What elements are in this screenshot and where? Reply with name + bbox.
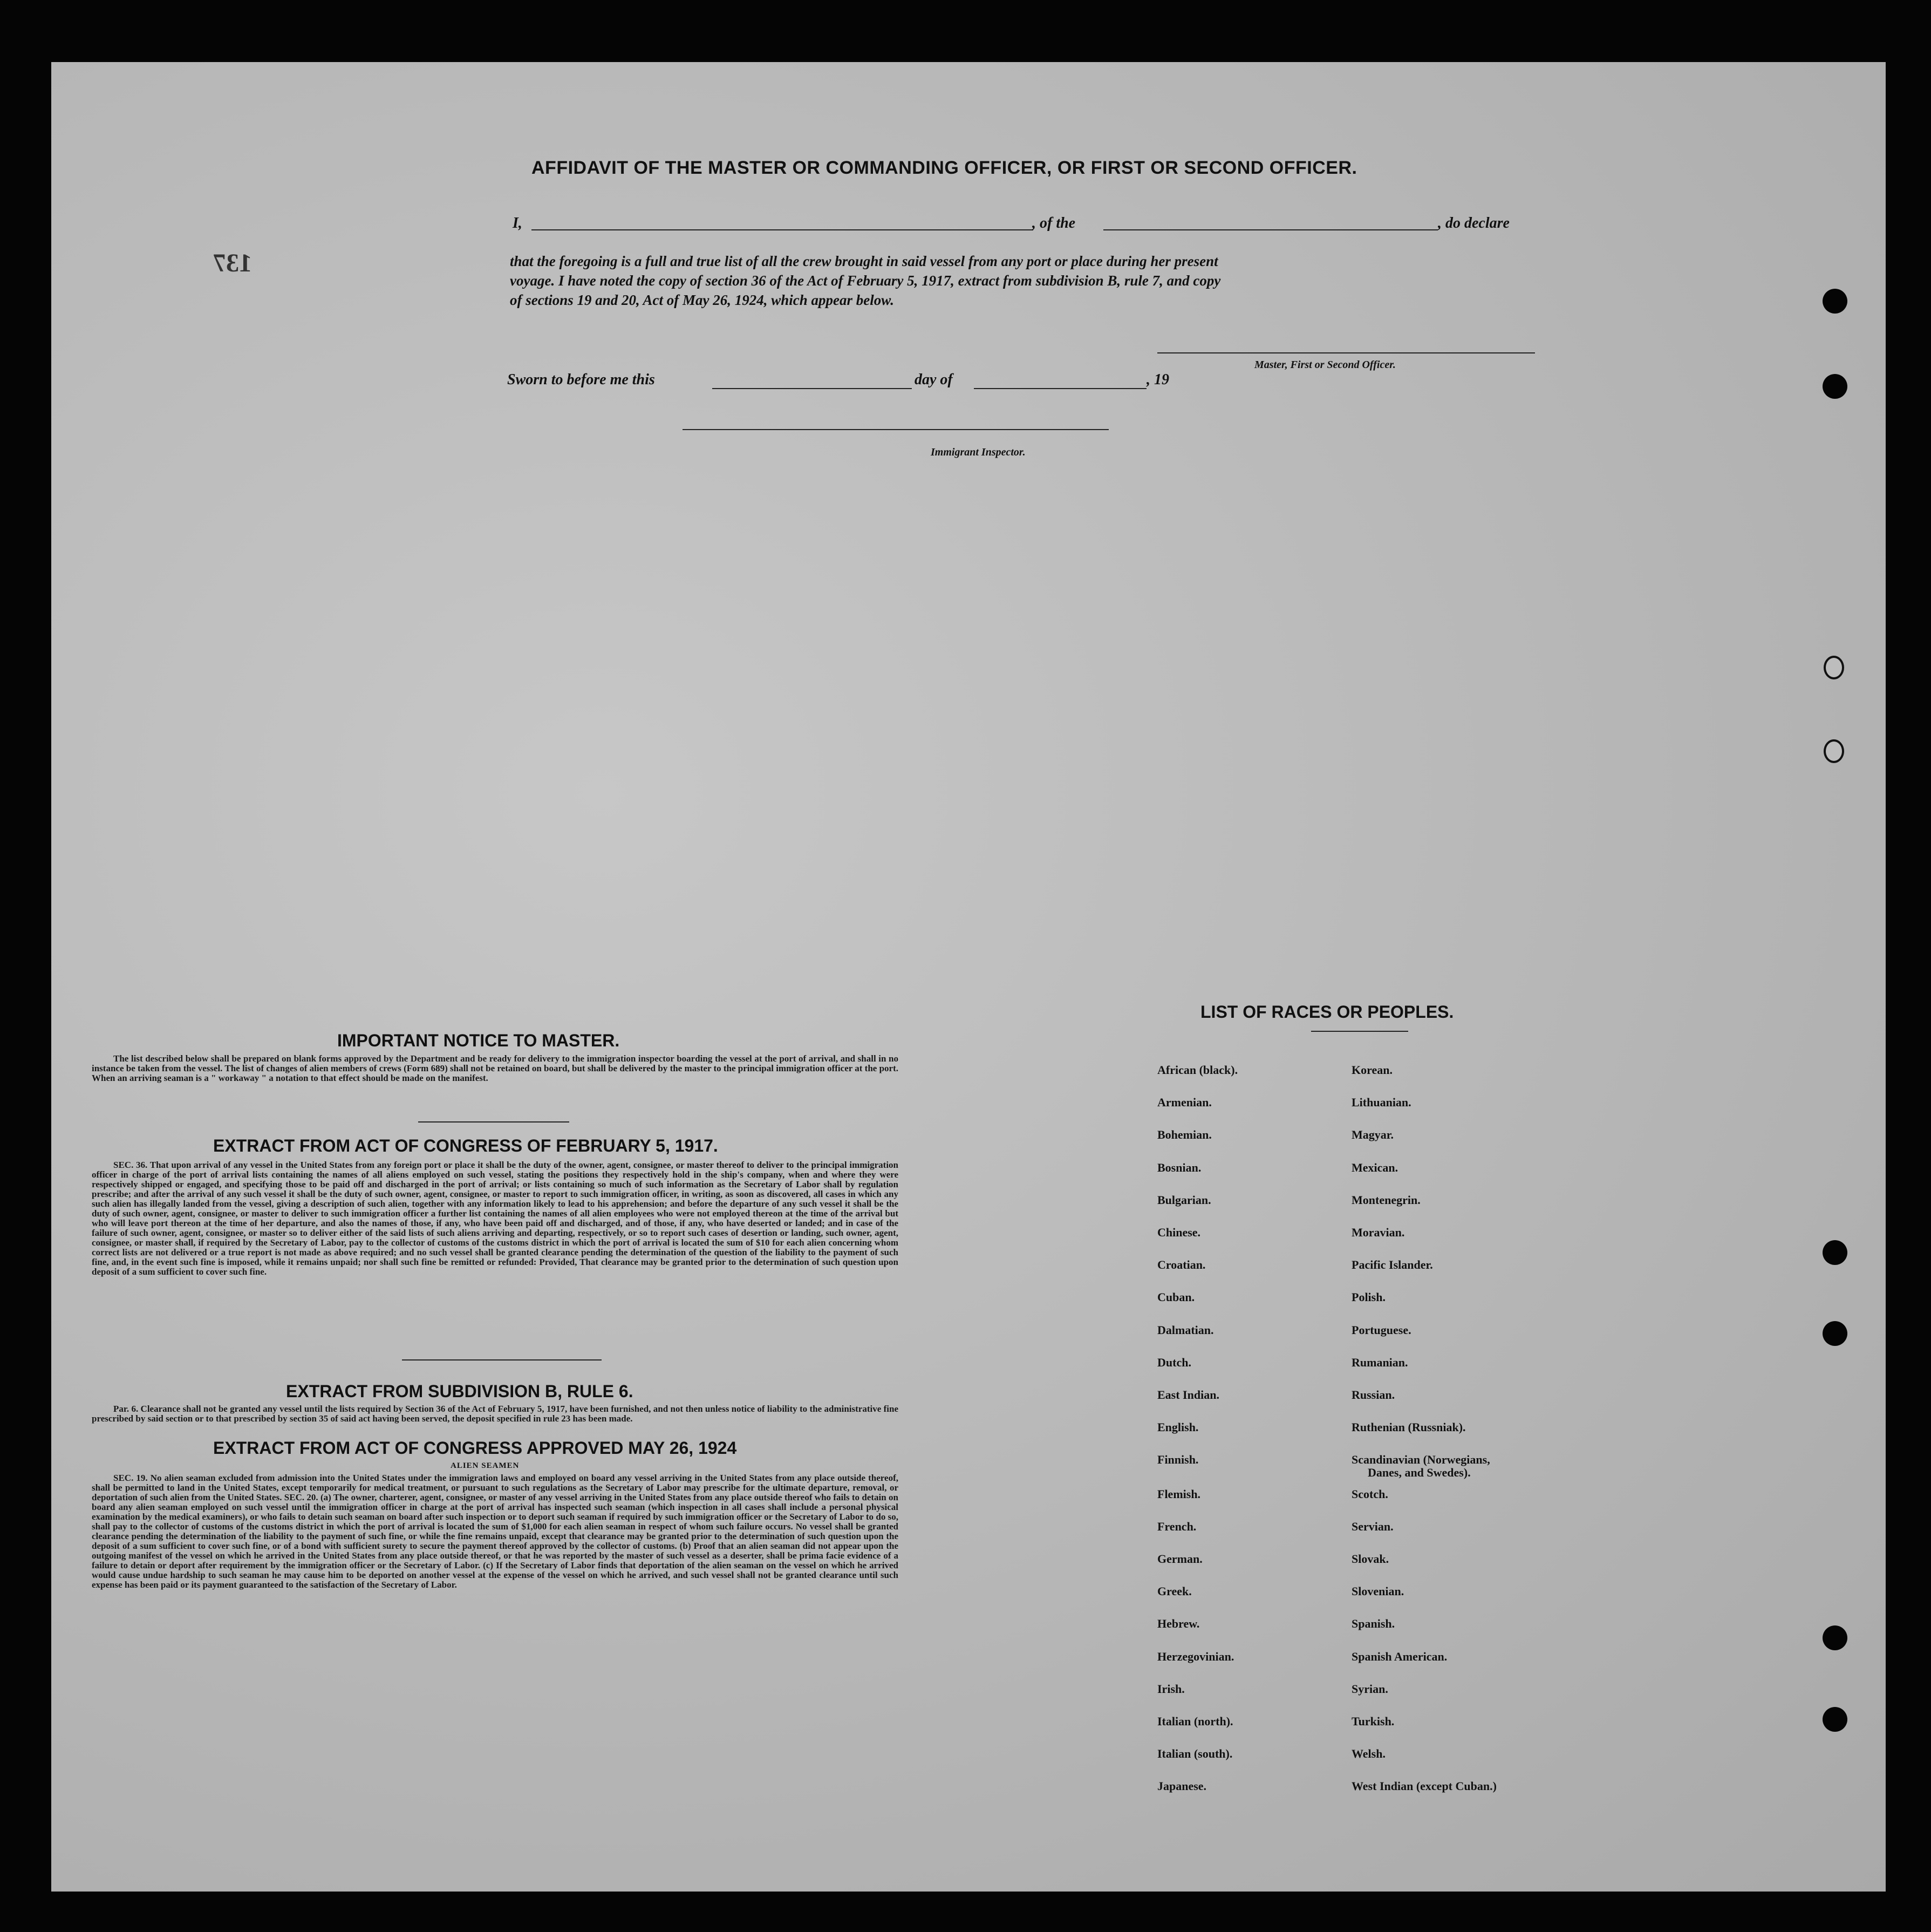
- extract-1917-body: SEC. 36. That upon arrival of any vessel in the United States from any foreign port or place it shall be the duty of the owner, agent, consignee, or master thereof to deliver to the principal immigration officer in charge of the port of arrival lists containing the names of all aliens employed on such vessel, stating the positions they respectively hold in the ship's company, when and where they were respectively shipped or engaged, and specifying those to be paid off and discharged in the port of arrival; or lists containing so much of such information as the Secretary of Labor shall by regulation prescribe; and after the arrival of any such vessel it shall be the duty of such owner, agent, consignee, or master to report to such immigration officer, in writing, as soon as discovered, all cases in which any such alien has illegally landed from the vessel, giving a description of such alien, together with any information likely to lead to his apprehension; and before the departure of any such vessel it shall be the duty of such owner, agent, consignee, or master to deliver to such immigration officer a further list containing the names of all alien employees who were not employed thereon at the time of the arrival but who will leave port thereon at the time of her departure, and also the names of those, if any, who have been paid off and discharged, and of those, if any, who have deserted or landed; and in case of the failure of such owner, agent, consignee, or master so to deliver either of the said lists of such aliens arriving and departing, respectively, or so to report such cases of desertion or landing, such owner, agent, consignee, or master shall, if required by the Secretary of Labor, pay to the collector of customs of the customs district in which the port of arrival is located the sum of $10 for each alien concerning whom correct lists are not delivered or a true report is not made as above required; and no such vessel shall be granted clearance pending the determination of the question of the liability to the payment of such fine, and, in the event such fine is imposed, while it remains unpaid; nor shall such fine be remitted or refunded: Provided, That clearance may be granted prior to the determination of such question upon deposit of a sum sufficient to cover such fine.: [92, 1160, 898, 1277]
- affidavit-declare: , do declare: [1438, 215, 1510, 232]
- race-entry: Montenegrin.: [1352, 1193, 1421, 1207]
- affidavit-line4: of sections 19 and 20, Act of May 26, 1924, which appear below.: [510, 292, 894, 308]
- race-entry: Mexican.: [1352, 1161, 1398, 1174]
- punch-hole: [1823, 1321, 1847, 1346]
- race-entry: Dutch.: [1157, 1356, 1191, 1369]
- race-entry: Herzegovinian.: [1157, 1650, 1234, 1663]
- affidavit-of-the: , of the: [1032, 215, 1076, 232]
- race-entry: Polish.: [1352, 1290, 1386, 1304]
- race-entry: French.: [1157, 1520, 1197, 1533]
- punch-hole: [1823, 1625, 1847, 1650]
- punch-hole-ring: [1824, 739, 1844, 763]
- sworn-text: Sworn to before me this: [507, 371, 655, 388]
- race-entry: Russian.: [1352, 1388, 1395, 1402]
- race-entry: Servian.: [1352, 1520, 1394, 1533]
- race-entry: Japanese.: [1157, 1779, 1207, 1793]
- race-entry: Slovenian.: [1352, 1584, 1404, 1598]
- extract-rule6-title: EXTRACT FROM SUBDIVISION B, RULE 6.: [286, 1382, 633, 1401]
- race-entry: Croatian.: [1157, 1258, 1206, 1271]
- race-entry: Finnish.: [1157, 1453, 1199, 1466]
- race-entry-continuation: Danes, and Swedes).: [1368, 1466, 1471, 1479]
- extract-rule6-body: Par. 6. Clearance shall not be granted any vessel until the lists required by Section 36 of the Act of February 5, 1917, have been furnished, and not then unless notice of liability to the administrative fine prescribed by said section or to that prescribed by section 35 of said act having been served, the deposit specified in rule 23 has been made.: [92, 1404, 898, 1424]
- race-entry: East Indian.: [1157, 1388, 1219, 1402]
- page-number: 137: [213, 249, 252, 277]
- race-entry: Chinese.: [1157, 1226, 1201, 1239]
- race-entry: Portuguese.: [1352, 1323, 1411, 1337]
- master-signature-caption: Master, First or Second Officer.: [1254, 359, 1396, 371]
- race-entry: Moravian.: [1352, 1226, 1405, 1239]
- races-title: LIST OF RACES OR PEOPLES.: [1200, 1002, 1454, 1022]
- race-entry: Bosnian.: [1157, 1161, 1202, 1174]
- race-entry: Welsh.: [1352, 1747, 1386, 1760]
- race-entry: Greek.: [1157, 1584, 1192, 1598]
- extract-1924-subtitle: ALIEN SEAMEN: [451, 1461, 520, 1470]
- affidavit-title: AFFIDAVIT OF THE MASTER OR COMMANDING OFFICER, OR FIRST OR SECOND OFFICER.: [531, 158, 1357, 178]
- race-entry: Spanish American.: [1352, 1650, 1448, 1663]
- race-entry: Scotch.: [1352, 1487, 1388, 1501]
- punch-hole-ring: [1824, 656, 1844, 679]
- punch-hole: [1823, 1240, 1847, 1265]
- race-entry: Ruthenian (Russniak).: [1352, 1420, 1466, 1434]
- race-entry: Bulgarian.: [1157, 1193, 1211, 1207]
- extract-1924-body: SEC. 19. No alien seaman excluded from admission into the United States under the immigration laws and employed on board any vessel arriving in the United States from any place outside thereof, shall be permitted to land in the United States, except temporarily for medical treatment, or pursuant to such regulations as the Secretary of Labor may prescribe for the ultimate departure, removal, or deportation of such alien from the United States. SEC. 20. (a) The owner, charterer, agent, consignee, or master of any vessel arriving in the United States from any place outside thereof who fails to detain on board any alien seaman employed on such vessel until the immigration officer in charge at the port of arrival has inspected such seaman (which inspection in all cases shall include a personal physical examination by the medical examiners), or who fails to detain such seaman on board after such inspection or to deport such seaman if required by such immigration officer or the Secretary of Labor to do so, shall pay to the collector of customs of the customs district in which the port of arrival is located the sum of $1,000 for each alien seaman in respect of whom such failure occurs. No vessel shall be granted clearance pending the determination of the liability to the payment of such fine, or while the fine remains unpaid, except that clearance may be granted prior to the determination of such question upon the deposit of a sum sufficient to cover such fine, or of a bond with sufficient surety to secure the payment thereof approved by the collector of customs. (b) Proof that an alien seaman did not appear upon the outgoing manifest of the vessel on which he arrived in the United States from any place outside thereof, or that he was reported by the master of such vessel as a deserter, shall be prima facie evidence of a failure to detain or deport after requirement by the immigration officer or the Secretary of Labor. (c) If the Secretary of Labor finds that deportation of the alien seaman on the vessel on which he arrived would cause undue hardship to such seaman he may cause him to be deported on another vessel at the expense of the vessel on which he arrived, and such vessel shall not be granted clearance until such expense has been paid or its payment guaranteed to the satisfaction of the Secretary of Labor.: [92, 1473, 898, 1590]
- race-entry: Slovak.: [1352, 1552, 1389, 1566]
- year-text: , 19: [1147, 371, 1169, 388]
- race-entry: Irish.: [1157, 1682, 1185, 1696]
- notice-body: The list described below shall be prepared on blank forms approved by the Department and be ready for delivery to the immigration inspector boarding the vessel at the port of arrival, and shall in no instance be taken from the vessel. The list of changes of alien members of crews (Form 689) shall not be retained on board, but shall be delivered by the master to the principal immigration officer at the port. When an arriving seaman is a " workaway " a notation to that effect should be made on the manifest.: [92, 1053, 898, 1083]
- race-entry: German.: [1157, 1552, 1203, 1566]
- document-page: [51, 62, 1886, 1892]
- race-entry: Rumanian.: [1352, 1356, 1408, 1369]
- punch-hole: [1823, 1707, 1847, 1732]
- race-entry: Spanish.: [1352, 1617, 1395, 1630]
- race-entry: English.: [1157, 1420, 1199, 1434]
- race-entry: Syrian.: [1352, 1682, 1388, 1696]
- race-entry: Lithuanian.: [1352, 1096, 1411, 1109]
- notice-title: IMPORTANT NOTICE TO MASTER.: [337, 1031, 620, 1050]
- race-entry: Italian (north).: [1157, 1715, 1233, 1728]
- race-entry: Korean.: [1352, 1063, 1393, 1077]
- day-of-text: day of: [915, 371, 953, 388]
- race-entry: Pacific Islander.: [1352, 1258, 1433, 1271]
- race-entry: Turkish.: [1352, 1715, 1395, 1728]
- race-entry: Hebrew.: [1157, 1617, 1200, 1630]
- race-entry: Flemish.: [1157, 1487, 1201, 1501]
- race-entry: African (black).: [1157, 1063, 1238, 1077]
- punch-hole: [1823, 289, 1847, 314]
- affidavit-line2: that the foregoing is a full and true list of all the crew brought in said vessel from any port or place during her present: [510, 253, 1218, 269]
- race-entry: Magyar.: [1352, 1128, 1394, 1141]
- affidavit-line3: voyage. I have noted the copy of section 36 of the Act of February 5, 1917, extract from subdivision B, rule 7, and copy: [510, 273, 1221, 289]
- race-entry: West Indian (except Cuban.): [1352, 1779, 1497, 1793]
- race-entry: Bohemian.: [1157, 1128, 1212, 1141]
- inspector-caption: Immigrant Inspector.: [931, 446, 1026, 458]
- extract-1924-title: EXTRACT FROM ACT OF CONGRESS APPROVED MAY 26, 1924: [213, 1438, 737, 1458]
- extract-1917-title: EXTRACT FROM ACT OF CONGRESS OF FEBRUARY 5, 1917.: [213, 1136, 718, 1155]
- race-entry: Scandinavian (Norwegians,: [1352, 1453, 1490, 1466]
- race-entry: Dalmatian.: [1157, 1323, 1214, 1337]
- punch-hole: [1823, 374, 1847, 399]
- race-entry: Cuban.: [1157, 1290, 1195, 1304]
- affidavit-i: I,: [513, 215, 522, 232]
- race-entry: Italian (south).: [1157, 1747, 1233, 1760]
- race-entry: Armenian.: [1157, 1096, 1212, 1109]
